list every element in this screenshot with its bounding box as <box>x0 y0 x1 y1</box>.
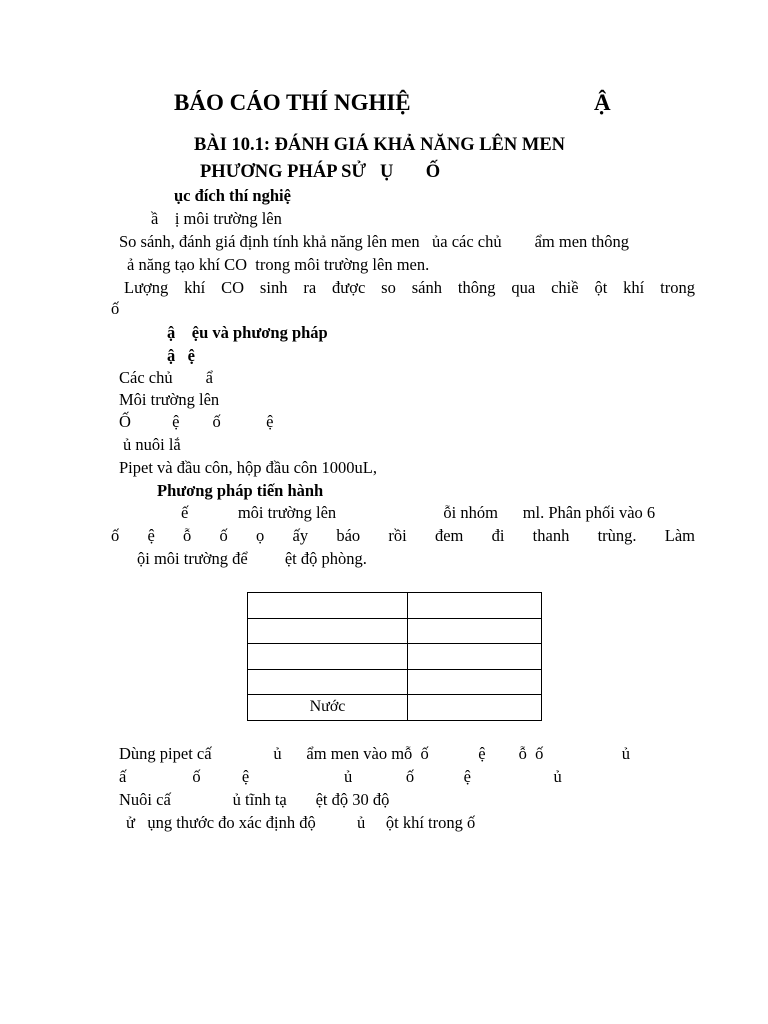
procedure-line-1: Dùng pipet cấ ủ ẩm men vào mỗ ố ệ ỗ ố ủ <box>119 744 630 763</box>
method-line-1: ế môi trường lên ỗi nhóm ml. Phân phối vào 6 <box>181 503 656 522</box>
table-cell <box>408 618 542 644</box>
lesson-title: BÀI 10.1: ĐÁNH GIÁ KHẢ NĂNG LÊN MEN <box>194 135 566 155</box>
table-cell <box>248 644 408 670</box>
section-1-line-2: So sánh, đánh giá định tính khả năng lên men ủa các chủ ẩm men thông <box>119 232 630 251</box>
section-1-line-1: ầ ị môi trường lên <box>151 209 282 228</box>
page-title-right: Ậ <box>594 90 611 115</box>
section-3-heading: Phương pháp tiến hành <box>157 481 324 500</box>
page-title-left: BÁO CÁO THÍ NGHIỆ <box>174 90 411 115</box>
lesson-subtitle: PHƯƠNG PHÁP SỬ Ụ Ố <box>200 162 441 182</box>
table-cell <box>408 644 542 670</box>
table-row <box>248 695 542 721</box>
materials-item-4: ủ nuôi lắ <box>123 435 181 454</box>
table-row <box>248 669 542 695</box>
table-cell <box>408 593 542 619</box>
section-1-heading: ục đích thí nghiệ <box>174 186 291 205</box>
materials-item-3: Ố ệ ố ệ <box>119 412 274 431</box>
materials-item-2: Môi trường lên <box>119 390 220 409</box>
section-1-line-4: Lượng khí CO sinh ra được so sánh thông qua chiề ột khí trong <box>124 278 695 297</box>
table-row <box>248 593 542 619</box>
section-1-line-5: ố <box>111 299 120 318</box>
table-cell <box>248 669 408 695</box>
medium-composition-table <box>247 592 542 721</box>
section-2-heading: ậ ệu và phương pháp <box>167 323 328 342</box>
materials-item-5: Pipet và đầu côn, hộp đầu côn 1000uL, <box>119 458 377 477</box>
table-row <box>248 644 542 670</box>
table-cell <box>408 669 542 695</box>
materials-item-1: Các chủ ẩ <box>119 368 213 387</box>
method-line-3: ội môi trường để ệt độ phòng. <box>137 549 367 568</box>
section-1-line-3: ả năng tạo khí CO trong môi trường lên men. <box>127 255 430 274</box>
table-cell: Nước <box>248 695 408 721</box>
section-2-subheading: ậ ệ <box>167 346 195 365</box>
method-line-2: ố ệ ỗ ố ọ ấy báo rồi đem đi thanh trùng. Làm <box>111 526 695 545</box>
table-row <box>248 618 542 644</box>
procedure-line-4: ử ụng thước đo xác định độ ủ ột khí trong ố <box>126 813 476 832</box>
procedure-line-3: Nuôi cấ ủ tĩnh tạ ệt độ 30 độ <box>119 790 390 809</box>
table-cell <box>248 593 408 619</box>
table-cell <box>408 695 542 721</box>
table-cell <box>248 618 408 644</box>
procedure-line-2: ấ ố ệ ủ ố ệ ủ <box>119 767 562 786</box>
